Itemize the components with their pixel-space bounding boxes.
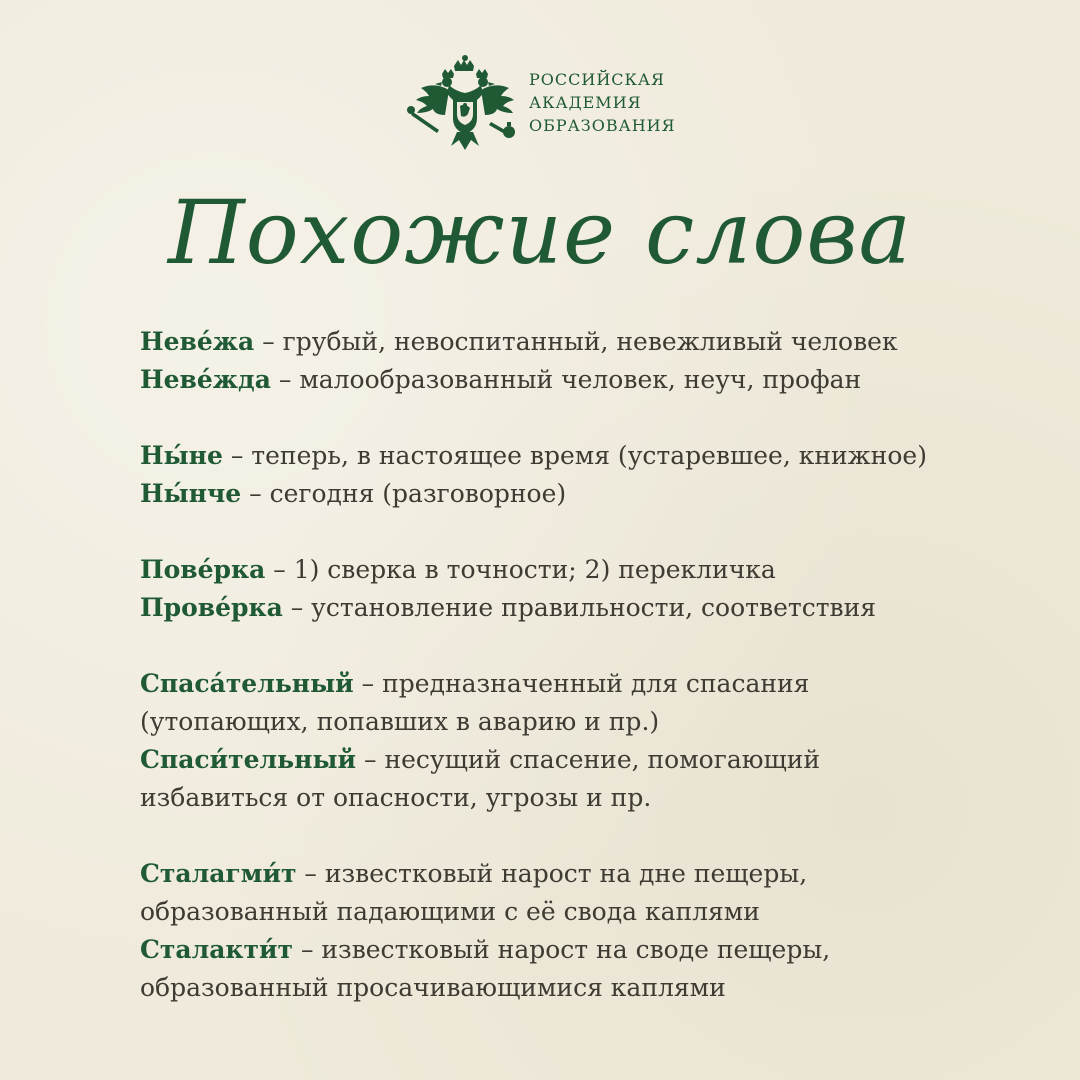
definition: избавиться от опасности, угрозы и пр.	[140, 783, 652, 812]
definition-line	[140, 589, 1050, 627]
word-group-4	[140, 665, 1050, 817]
academy-logo	[405, 52, 676, 152]
definition: (утопающих, попавших в аварию и пр.)	[140, 707, 660, 736]
word-group-3	[140, 551, 1050, 627]
definition-line	[140, 931, 1050, 969]
definition-line	[140, 437, 1050, 475]
word-group-2	[140, 437, 1050, 513]
logo-line-2: АКАДЕМИЯ	[529, 92, 642, 112]
definition-continuation	[140, 779, 1050, 817]
logo-line-1: РОССИЙСКАЯ	[529, 69, 665, 89]
definition: – 1) сверка в точности; 2) перекличка	[265, 555, 776, 584]
definition-continuation	[140, 893, 1050, 931]
definition: – теперь, в настоящее время (устаревшее, книжное)	[222, 441, 927, 470]
definition: – предназначенный для спасания	[353, 669, 810, 698]
definition: – малообразованный человек, неуч, профан	[270, 365, 862, 394]
definition-line	[140, 855, 1050, 893]
term: Сталагми́т	[140, 859, 297, 888]
definition-line	[140, 323, 1050, 361]
definition: образованный просачивающимися каплями	[140, 973, 726, 1002]
definition-line	[140, 361, 1050, 399]
term: Ны́не	[140, 441, 223, 470]
definition: – известковый нарост на дне пещеры,	[296, 859, 808, 888]
definition-line	[140, 475, 1050, 513]
definition: – установление правильности, соответствия	[282, 593, 877, 622]
definition: – известковый нарост на своде пещеры,	[293, 935, 831, 964]
word-pairs-list	[140, 323, 1050, 1045]
term: Спаси́тельный	[140, 745, 357, 774]
definition-line	[140, 551, 1050, 589]
definition-continuation	[140, 969, 1050, 1007]
definition: – грубый, невоспитанный, невежливый человек	[254, 327, 898, 356]
logo-line-3: ОБРАЗОВАНИЯ	[529, 115, 676, 135]
term: Ны́нче	[140, 479, 242, 508]
word-group-1	[140, 323, 1050, 399]
page-title: Похожие слова	[167, 181, 913, 284]
term: Провéрка	[140, 593, 283, 622]
term: Сталакти́т	[140, 935, 293, 964]
logo-text	[529, 68, 676, 137]
term: Спасáтельный	[140, 669, 354, 698]
term: Невéжда	[140, 365, 271, 394]
definition-line	[140, 741, 1050, 779]
definition-line	[140, 665, 1050, 703]
double-headed-eagle-icon	[405, 52, 525, 152]
term: Повéрка	[140, 555, 266, 584]
definition-continuation	[140, 703, 1050, 741]
word-group-5	[140, 855, 1050, 1007]
definition: – сегодня (разговорное)	[241, 479, 567, 508]
definition: образованный падающими с её свода каплями	[140, 897, 760, 926]
term: Невéжа	[140, 327, 255, 356]
definition: – несущий спасение, помогающий	[356, 745, 821, 774]
